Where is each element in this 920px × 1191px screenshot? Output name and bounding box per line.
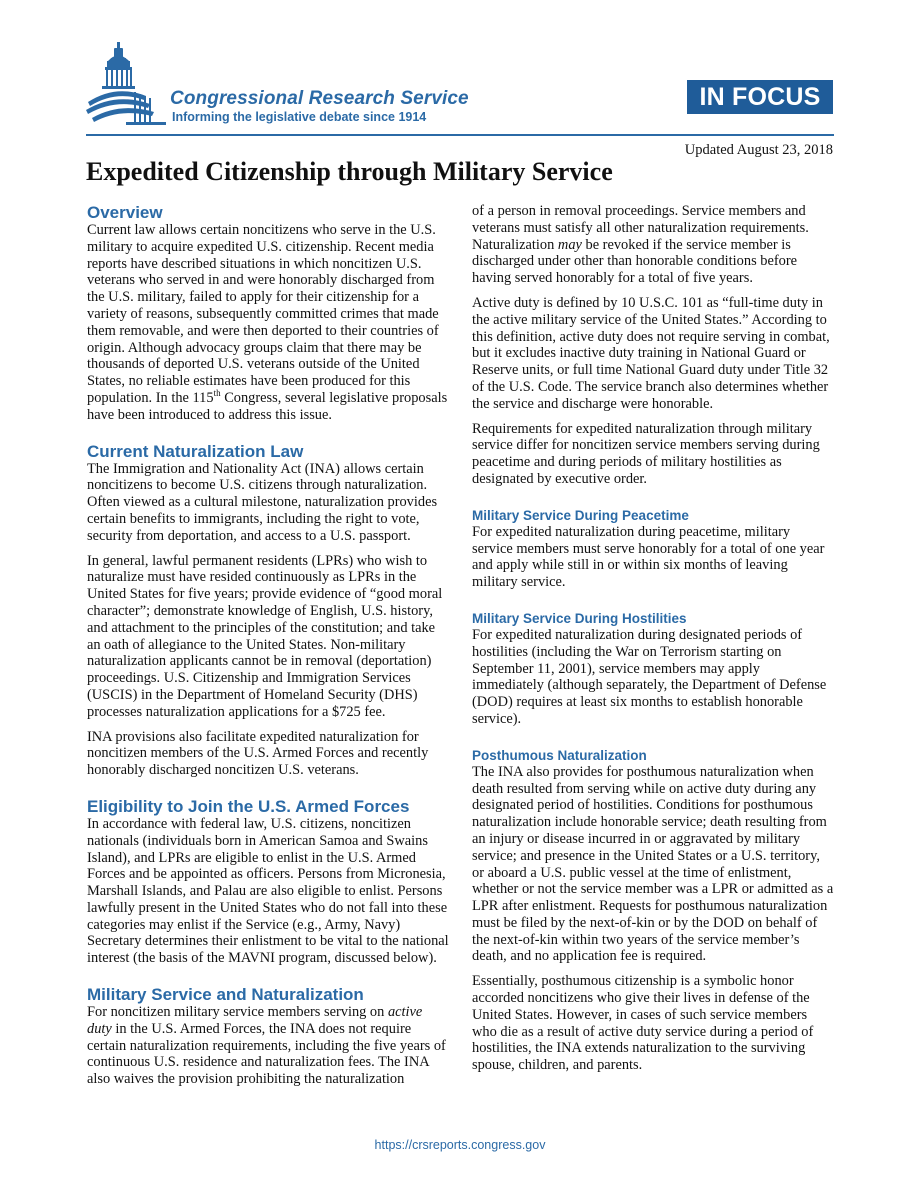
military-service-paragraph-2: Active duty is defined by 10 U.S.C. 101 as “full-time duty in the active military service of the United States.” According to this definition, active duty does not require serving in combat, but it excludes inactive duty training in National Guard or Reserve units, or full time National Guard duty under Title 32 of the U.S. Code. The service branch also determines whether the service and discharge were honorable. (472, 294, 830, 412)
updated-date: Updated August 23, 2018 (684, 142, 833, 158)
footer-url[interactable]: https://crsreports.congress.gov (374, 1138, 546, 1152)
posthumous-paragraph-1: The INA also provides for posthumous naturalization when death resulted from serving while on active duty during any designated period of hostilities. Conditions for posthumous naturalization include honorable service; death resulting from an injury or disease incurred in or aggravated by military service; and presence in the United States or a U.S. territory, or aboard a U.S. public vessel at the time of enlistment, whether or not the service member was a LPR or admitted as a LPR after enlistment. Requests for posthumous naturalization must be filed by the next-of-kin or by the DOD on behalf of the next-of-kin within two years of the service member’s death, and no application fee is required. (472, 763, 834, 965)
page-title: Expedited Citizenship through Military Service (86, 157, 613, 186)
org-name: Congressional Research Service (170, 88, 469, 109)
heading-overview: Overview (87, 203, 163, 222)
posthumous-paragraph-2: Essentially, posthumous citizenship is a symbolic honor accorded noncitizens who give their lives in defense of the United States. However, in cases of such service members who die as a result of active duty service during a period of hostilities, the INA extends naturalization to the surviving spouse, children, and parents. (472, 973, 814, 1074)
left-column (87, 203, 449, 1096)
eligibility-paragraph: In accordance with federal law, U.S. citizens, noncitizen nationals (individuals born in American Samoa and Swains Island), and LPRs are eligible to enlist in the U.S. Armed Forces and be appointed as officers. Persons from Micronesia, Marshall Islands, and Palau are also eligible to enlist. Persons lawfully present in the United States who do not fall into these categories may enlist if the Service (e.g., Army, Navy) Secretary determines their enlistment to be vital to the national interest (the basis of the MAVNI program, discussed below). (87, 815, 449, 967)
capitol-dome-logo (86, 42, 166, 128)
military-service-paragraph-1-continued: of a person in removal proceedings. Service members and veterans must satisfy all other naturalization requirements. Naturalization may be revoked if the service member is discharged under other than honorable conditions before having served honorably for a total of five years. (472, 203, 809, 287)
heading-military-service: Military Service and Naturalization (87, 985, 364, 1005)
heading-current-law: Current Naturalization Law (87, 441, 304, 461)
hostilities-paragraph: For expedited naturalization during designated periods of hostilities (including the War on Terrorism starting on September 11, 2001), service members may apply immediately (although separately, the Department of Defense (DOD) requires at least six months to establish honorable service). (472, 626, 827, 727)
heading-eligibility: Eligibility to Join the U.S. Armed Forces (87, 796, 410, 816)
heading-posthumous: Posthumous Naturalization (472, 747, 647, 763)
current-law-paragraph-2: In general, lawful permanent residents (LPRs) who wish to naturalize must have resided continuously as LPRs in the United States for five years; provide evidence of “good moral character”; demonstrate knowledge of English, U.S. history, and attachment to the principles of the constitution; and take an oath of allegiance to the United States. Non-military naturalization applicants cannot be in removal (deportation) proceedings. U.S. Citizenship and Immigration Services (USCIS) in the Department of Homeland Security (DHS) processes naturalization applications for a $725 fee. (87, 552, 443, 720)
heading-hostilities: Military Service During Hostilities (472, 610, 687, 626)
in-focus-badge: IN FOCUS (687, 80, 833, 114)
header-rule (86, 134, 834, 136)
military-service-paragraph-1: For noncitizen military service members serving on active duty in the U.S. Armed Forces, the INA does not require certain naturalization requirements, including the five years of continuous U.S. residence and naturalization fees. The INA also waives the provision prohibiting the naturalization (87, 1004, 446, 1088)
heading-peacetime: Military Service During Peacetime (472, 507, 689, 523)
current-law-paragraph-3: INA provisions also facilitate expedited naturalization for noncitizen members of the U.S. Armed Forces and recently honorably discharged noncitizen U.S. veterans. (87, 728, 429, 779)
current-law-paragraph-1: The Immigration and Nationality Act (INA) allows certain noncitizens to become U.S. citizens through naturalization. Often viewed as a cultural milestone, naturalization provides certain benefits to immigrants, including the right to vote, security from deportation, and access to a U.S. passport. (87, 460, 438, 544)
military-service-paragraph-3: Requirements for expedited naturalization through military service differ for noncitizen service members serving during peacetime and during periods of military hostilities as designated by executive order. (472, 420, 820, 487)
right-column (472, 203, 834, 1082)
peacetime-paragraph: For expedited naturalization during peacetime, military service members must serve honorably for a total of one year and apply while still in or within six months of leaving military service. (472, 523, 825, 591)
org-tagline: Informing the legislative debate since 1914 (172, 110, 427, 124)
overview-paragraph: Current law allows certain noncitizens who serve in the U.S. military to acquire expedited U.S. citizenship. Recent media reports have described situations in which noncitizen U.S. veterans who served in and were honorably discharged from the U.S. military, failed to apply for their citizenship for a variety of reasons, subsequently committed crimes that made them removable, and were then deported to their countries of origin. Although advocacy groups claim that there may be thousands of deported U.S. veterans outside of the United States, no reliable estimates have been produced for this population. In the 115th Congress, several legislative proposals have been introduced to address this issue. (87, 222, 448, 423)
